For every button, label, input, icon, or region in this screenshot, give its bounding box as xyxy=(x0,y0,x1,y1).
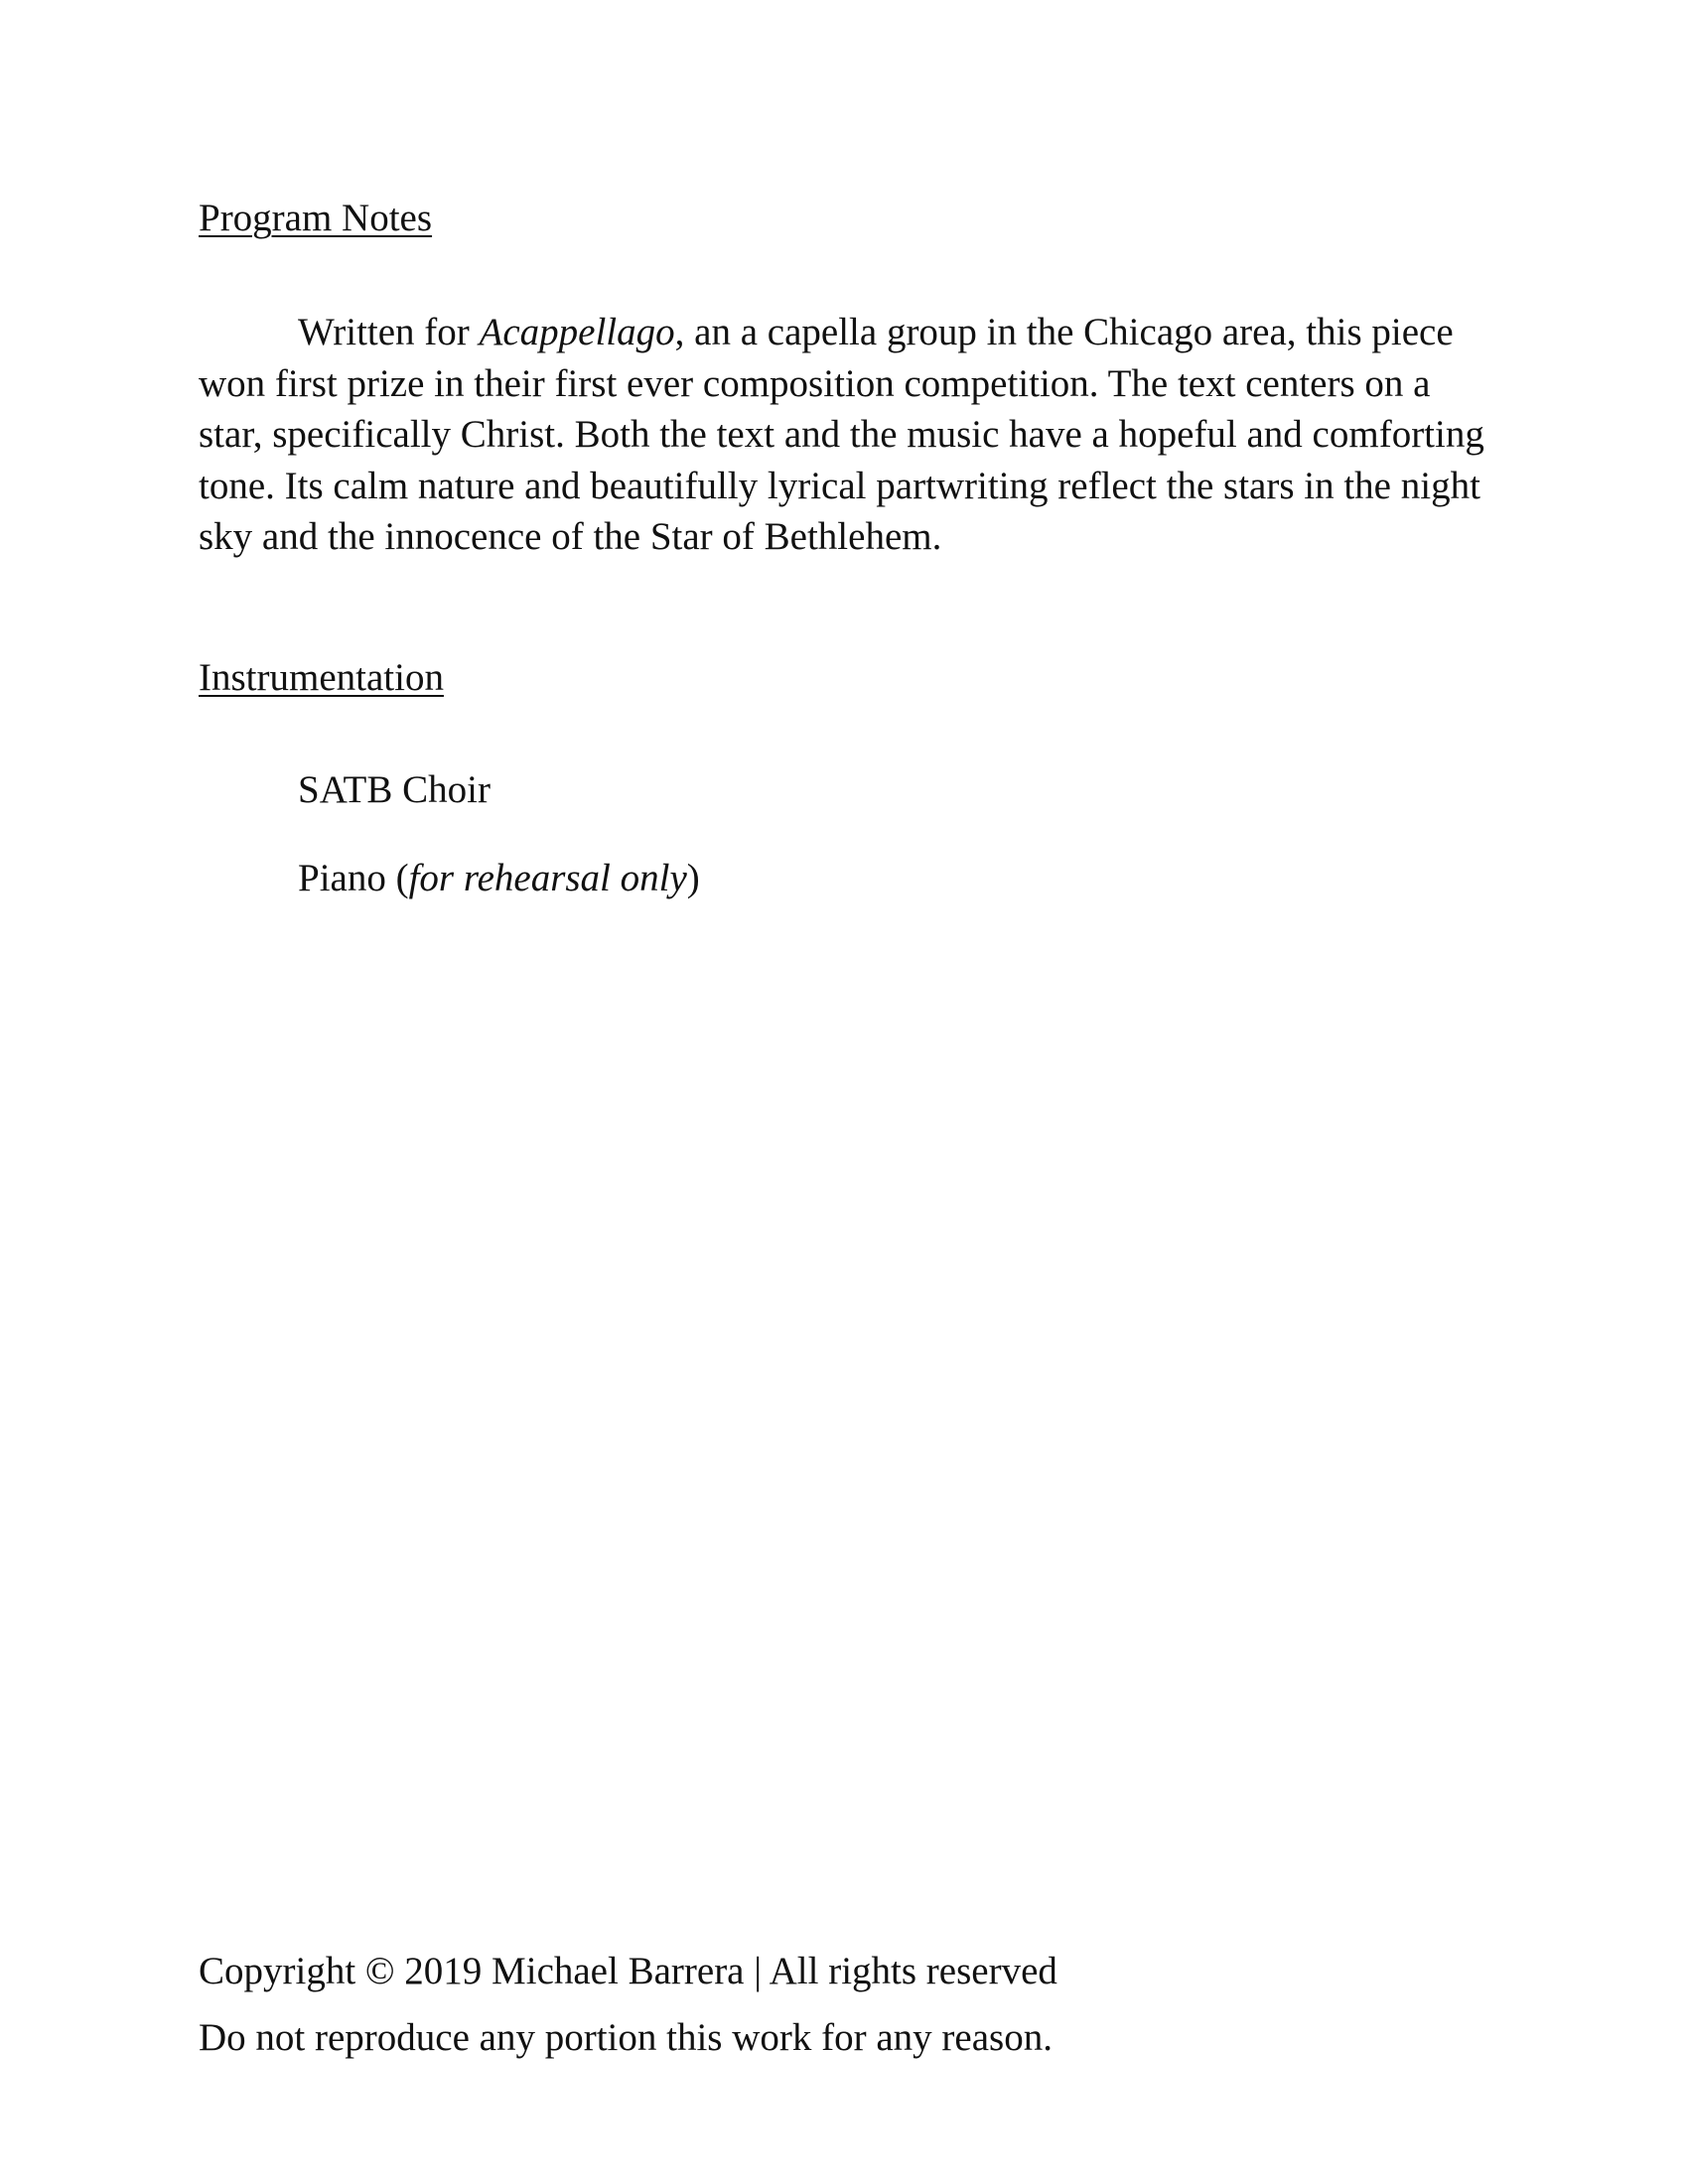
piano-note: for rehearsal only xyxy=(408,857,687,899)
program-notes-paragraph xyxy=(199,307,1489,563)
copyright-line: Copyright © 2019 Michael Barrera | All rights reserved xyxy=(199,1950,1057,1992)
piano-label: Piano ( xyxy=(298,857,409,899)
program-notes-text-start: Written for xyxy=(298,311,480,353)
instrumentation-heading: Instrumentation xyxy=(199,656,444,699)
piano-suffix: ) xyxy=(686,857,700,899)
program-notes-text-end: , an a capella group in the Chicago area, this piece won first prize in their first ever composition competition. The text centers on a star, specifically Christ. Both the text and the music have a hopeful and comforting tone. Its calm nature and beautifully lyrical partwriting reflect the stars in the night sky and the innocence of the Star of Bethlehem. xyxy=(199,311,1484,558)
instrumentation-item-choir: SATB Choir xyxy=(298,768,491,811)
instrumentation-item-piano xyxy=(298,856,700,902)
program-notes-heading: Program Notes xyxy=(199,197,433,239)
group-name: Acappellago xyxy=(479,311,675,353)
reproduction-notice: Do not reproduce any portion this work for any reason. xyxy=(199,2016,1053,2059)
